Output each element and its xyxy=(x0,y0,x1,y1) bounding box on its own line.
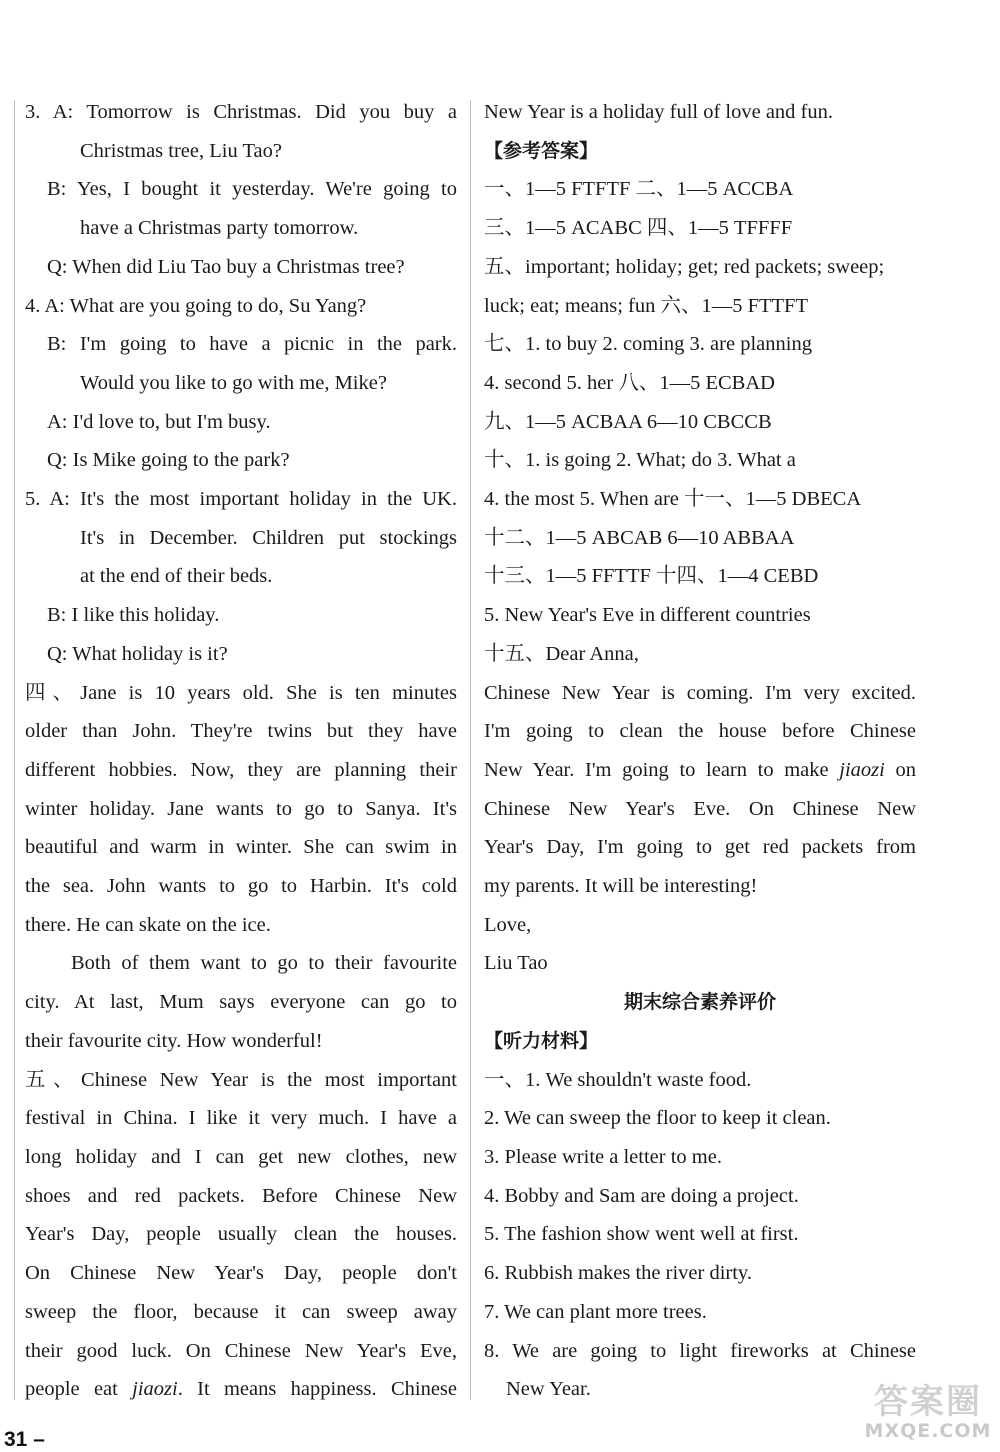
right-text-line: Chinese New Year is coming. I'm very excited. xyxy=(484,681,916,704)
right-text-line: 6. Rubbish makes the river dirty. xyxy=(484,1262,752,1285)
watermark-logo xyxy=(858,1384,998,1446)
left-text-line: On Chinese New Year's Day, people don't xyxy=(25,1262,457,1285)
right-text-line: 一、1. We shouldn't waste food. xyxy=(484,1068,752,1091)
watermark-top-text: 答案圈 xyxy=(874,1382,982,1422)
right-text-line: New Year. xyxy=(506,1378,591,1401)
right-text-line: 7. We can plant more trees. xyxy=(484,1300,707,1323)
left-text-line: 四、Jane is 10 years old. She is ten minutes xyxy=(25,681,457,704)
right-text-line: 4. Bobby and Sam are doing a project. xyxy=(484,1184,799,1207)
left-text-line: their good luck. On Chinese New Year's Eve, xyxy=(25,1339,457,1362)
right-column xyxy=(484,93,916,1409)
right-text-line: 十二、1—5 ABCAB 6—10 ABBAA xyxy=(484,526,795,549)
right-text-line: luck; eat; means; fun 六、1—5 FTTFT xyxy=(484,294,808,317)
italic-term: jiaozi xyxy=(132,1378,178,1401)
right-text-line: Chinese New Year's Eve. On Chinese New xyxy=(484,797,916,820)
right-text-line: Liu Tao xyxy=(484,952,548,975)
left-text-line: older than John. They're twins but they have xyxy=(25,720,457,743)
left-margin-rule xyxy=(14,100,15,1400)
left-text-line: 5. A: It's the most important holiday in the UK. xyxy=(25,488,457,511)
right-text-line: Year's Day, I'm going to get red packets from xyxy=(484,836,916,859)
left-text-line: people eat jiaozi. It means happiness. Chinese xyxy=(25,1378,457,1401)
right-text-line: 3. Please write a letter to me. xyxy=(484,1145,722,1168)
italic-term: jiaozi xyxy=(839,758,885,781)
right-text-line: Love, xyxy=(484,913,532,936)
left-text-line: B: Yes, I bought it yesterday. We're going to xyxy=(47,178,457,201)
left-text-line: Q: What holiday is it? xyxy=(47,642,228,665)
left-text-line: Q: When did Liu Tao buy a Christmas tree? xyxy=(47,255,405,278)
left-text-line: at the end of their beds. xyxy=(80,565,273,588)
left-text-line: different hobbies. Now, they are planning their xyxy=(25,758,457,781)
right-text-line: 十三、1—5 FFTTF 十四、1—4 CEBD xyxy=(484,565,819,588)
right-text-line: 【听力材料】 xyxy=(484,1029,599,1052)
left-text-line: Christmas tree, Liu Tao? xyxy=(80,139,282,162)
right-text-line: 2. We can sweep the floor to keep it clean. xyxy=(484,1107,831,1130)
left-text-line: shoes and red packets. Before Chinese New xyxy=(25,1184,457,1207)
right-text-line: 三、1—5 ACABC 四、1—5 TFFFF xyxy=(484,217,793,240)
left-text-line: Both of them want to go to their favourite xyxy=(71,952,457,975)
left-column xyxy=(25,93,457,1409)
right-text-line: 【参考答案】 xyxy=(484,139,599,162)
right-text-line: 九、1—5 ACBAA 6—10 CBCCB xyxy=(484,410,772,433)
right-text-line: 8. We are going to light fireworks at Chinese xyxy=(484,1339,916,1362)
right-text-line: 期末综合素养评价 xyxy=(623,991,776,1014)
watermark-bottom-text: MXQE.COM xyxy=(864,1420,992,1442)
right-text-line: 五、important; holiday; get; red packets; sweep; xyxy=(484,255,885,278)
right-text-line: New Year is a holiday full of love and fun. xyxy=(484,101,834,123)
left-text-line: festival in China. I like it very much. I have a xyxy=(25,1107,457,1130)
left-text-line: there. He can skate on the ice. xyxy=(25,913,271,936)
left-text-line: B: I'm going to have a picnic in the park. xyxy=(47,333,457,356)
right-text-line: 5. The fashion show went well at first. xyxy=(484,1223,799,1246)
left-text-line: Would you like to go with me, Mike? xyxy=(80,371,387,394)
left-text-line: sweep the floor, because it can sweep away xyxy=(25,1300,457,1323)
left-text-line: Year's Day, people usually clean the houses. xyxy=(25,1223,457,1246)
left-text-line: 五、Chinese New Year is the most important xyxy=(25,1068,457,1091)
left-text-line: 4. A: What are you going to do, Su Yang? xyxy=(25,294,367,317)
left-text-line: B: I like this holiday. xyxy=(47,604,220,627)
right-text-line: 4. second 5. her 八、1—5 ECBAD xyxy=(484,371,775,394)
left-text-line: It's in December. Children put stockings xyxy=(80,526,457,549)
right-text-line: 十、1. is going 2. What; do 3. What a xyxy=(484,449,796,472)
left-text-line: the sea. John wants to go to Harbin. It's cold xyxy=(25,875,457,898)
right-text-line: 十五、Dear Anna, xyxy=(484,642,639,665)
page-number: 31 – xyxy=(4,1428,45,1451)
right-text-line: 5. New Year's Eve in different countries xyxy=(484,604,811,627)
right-text-line: 一、1—5 FTFTF 二、1—5 ACCBA xyxy=(484,178,794,201)
right-text-line: my parents. It will be interesting! xyxy=(484,875,758,898)
right-text-line: 七、1. to buy 2. coming 3. are planning xyxy=(484,333,812,356)
left-text-line: have a Christmas party tomorrow. xyxy=(80,217,359,240)
column-divider xyxy=(470,100,471,1400)
left-text-line: A: I'd love to, but I'm busy. xyxy=(47,410,271,433)
left-text-line: beautiful and warm in winter. She can swim in xyxy=(25,836,457,859)
left-text-line: their favourite city. How wonderful! xyxy=(25,1029,323,1052)
left-text-line: 3. A: Tomorrow is Christmas. Did you buy a xyxy=(25,101,457,123)
right-text-line: New Year. I'm going to learn to make jiaozi on xyxy=(484,758,917,781)
left-text-line: city. At last, Mum says everyone can go to xyxy=(25,991,457,1014)
right-text-line: I'm going to clean the house before Chinese xyxy=(484,720,916,743)
left-text-line: winter holiday. Jane wants to go to Sanya. It's xyxy=(25,797,457,820)
left-text-line: long holiday and I can get new clothes, new xyxy=(25,1145,457,1168)
right-text-line: 4. the most 5. When are 十一、1—5 DBECA xyxy=(484,488,862,511)
left-text-line: Q: Is Mike going to the park? xyxy=(47,449,290,472)
